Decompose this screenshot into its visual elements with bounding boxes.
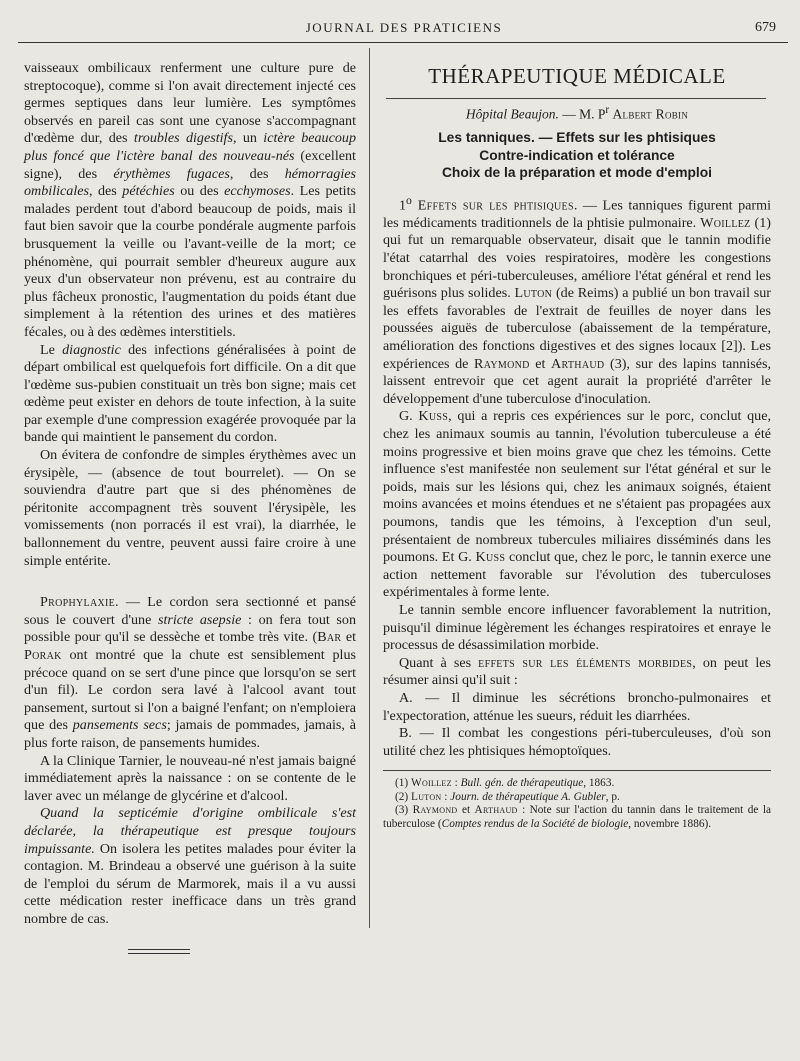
header-rule <box>18 42 788 43</box>
footnote: (3) Raymond et Arthaud : Note sur l'action du tannin dans le traitement de la tuberculose (Comptes rendus de la Société de biologie, novembre 1886). <box>383 804 771 831</box>
left-column <box>24 60 356 954</box>
paragraph: vaisseaux ombilicaux renferment une culture pure de streptocoque), comme si l'on avait directement injecté ces germes septiques dans leur lumière. Les symptômes observés en pareil cas sont une cyanose s'accompagnant d'œdème dur, des troubles digestifs, un ictère beaucoup plus foncé que l'ictère banal des nouveau-nés (excellent signe), des érythèmes fugaces, des hémorragies ombilicales, des pétéchies ou des ecchymoses. Les petits malades perdent tout d'abord beaucoup de poids, mais il faut bien savoir que la courbe pondérale augmente parfois brusquement la veille ou l'avant-veille de la mort; ce phénomène, qui pourrait sembler d'heureux augure aux yeux d'un observateur non prévenu, est au contraire du plus fâcheux pronostic, l'augmentation du poids étant due simplement à la rétention des urines et des matières fécales, ou à des œdèmes interstitiels. <box>24 60 356 340</box>
subject-line: Choix de la préparation et mode d'emploi <box>441 165 713 181</box>
paragraph: Le diagnostic des infections généralisées à point de départ ombilical est quelquefois fort difficile. On a dit que l'œdème sus-pubien constituait un très bon signe; mais cet œdème peut exister en dehors de toute infection, à la suite par exemple d'une compression exagérée provoquée par la bande qui maintient le pansement du cordon. <box>24 341 357 446</box>
footnote-rule <box>383 770 771 771</box>
column-divider <box>369 48 370 928</box>
paragraph: On évitera de confondre de simples érythèmes avec un érysipèle, — (absence de tout bourrelet). — On se souviendra d'autre part que si des phénomènes de péritonite accompagnent très souvent l'érysipèle, les vomissements (non porracés il est vrai), la diarrhée, le ballonnement du ventre, peuvent aussi faire croire à une simple entérite. <box>24 447 356 569</box>
paragraph: Quant à ses effets sur les éléments morbides, on peut les résumer ainsi qu'il suit : <box>383 654 772 689</box>
footnote: (1) Woillez : Bull. gén. de thérapeutique, 1863. <box>395 777 615 790</box>
paragraph: Quand la septicémie d'origine ombilicale s'est déclarée, la thérapeutique est presque toujours impuissante. On isolera les petites malades pour éviter la contagion. M. Brindeau a observé une guérison à la suite de l'emploi du sérum de Marmorek, mais il a vu aussi cette médication rester inefficace dans un très grand nombre de cas. <box>24 805 356 927</box>
footnotes <box>383 777 771 831</box>
paragraph: 1$^o$ Effets sur les phtisiques. — Les tanniques figurent parmi les médicaments traditionnels de la phtisie pulmonaire. Woillez (1) qui fut un remarquable observateur, disait que le tannin modifie l'état catarrhal des voies respiratoires, modère les congestions bronchiques et péri-tuberculeuses, améliore l'état général et rend les guérisons plus solides. Luton (de Reims) a publié un bon travail sur les effets favorables de l'extrait de feuilles de noyer dans les poussées aiguës de tuberculose (abaissement de la température, amélioration des fonctions digestives et des signes locaux [2]). Les expériences de Raymond et Arthaud (3), sur des lapins tannisés, laissent entrevoir que cet agent aurait la propriété d'arrêter le développement d'une tuberculose d'inoculation. <box>383 193 772 407</box>
footnote: (2) Luton : Journ. de thérapeutique A. Gubler, p. <box>395 790 620 803</box>
subject-line: Contre-indication et tolérance <box>479 147 675 163</box>
running-header <box>22 14 786 40</box>
paragraph: Le tannin semble encore influencer favorablement la nutrition, puisqu'il diminue légèrement les échanges respiratoires et enraye le processus de désassimilation morbide. <box>383 601 771 654</box>
paragraph: A. — Il diminue les sécrétions broncho-pulmonaires et l'expectoration, atténue les sueurs, réduit les diarrhées. <box>383 689 771 724</box>
paragraph: G. Kuss, qui a repris ces expériences sur le porc, conclut que, chez les animaux soumis au tannin, l'évolution tuberculeuse a été moins progressive et bien moins grave que chez les témoins. Cette influence s'est manifestée non seulement sur l'état général et sur le poids, mais sur les lésions qui, chez les animaux soignés, étaient moins avancées et moins étendues et ne s'étaient pas propagées aux poumons, tandis que les témoins, à l'exception d'un seul, présentaient de nombreux tubercules miliaires disséminés dans les poumons. Et G. Kuss conclut que, chez le porc, le tannin exerce une action nettement favorable sur l'évolution des tuberculoses expérimentales à forme lente. <box>383 408 771 601</box>
section-title: THÉRAPEUTIQUE MÉDICALE <box>428 64 726 88</box>
journal-title: JOURNAL DES PRATICIENS <box>305 20 503 35</box>
lecture-byline: Hôpital Beaujon. — M. $P^r$ Albert Robin <box>465 104 689 122</box>
paragraph: Prophylaxie. — Le cordon sera sectionné et pansé sous le couvert d'une stricte asepsie : on fera tout son possible pour qu'il se dessèche et tombe très vite. (Bar et Porak ont montré que la chute est sensiblement plus précoce quand on se sert d'une pince que lorsqu'on se sert d'un fil). Le cordon sera lavé à l'alcool avant tout pansement, surtout si l'on a baigné l'enfant; on n'emploiera que des pansements secs; jamais de pommades, jamais, à plus forte raison, de pansements humides. <box>24 594 357 751</box>
paragraph: B. — Il combat les congestions péri-tuberculeuses, d'où son utilité chez les phtisiques hémoptoïques. <box>383 725 771 759</box>
end-rule <box>128 949 190 954</box>
paragraph: A la Clinique Tarnier, le nouveau-né n'est jamais baigné immédiatement après la naissance : on se contente de le laver avec un mélange de glycérine et d'alcool. <box>24 752 356 804</box>
right-column <box>383 60 771 832</box>
article-subject <box>383 129 771 182</box>
subject-line: Les tanniques. — Effets sur les phtisiques <box>438 130 716 146</box>
page-number: 679 <box>755 20 776 35</box>
